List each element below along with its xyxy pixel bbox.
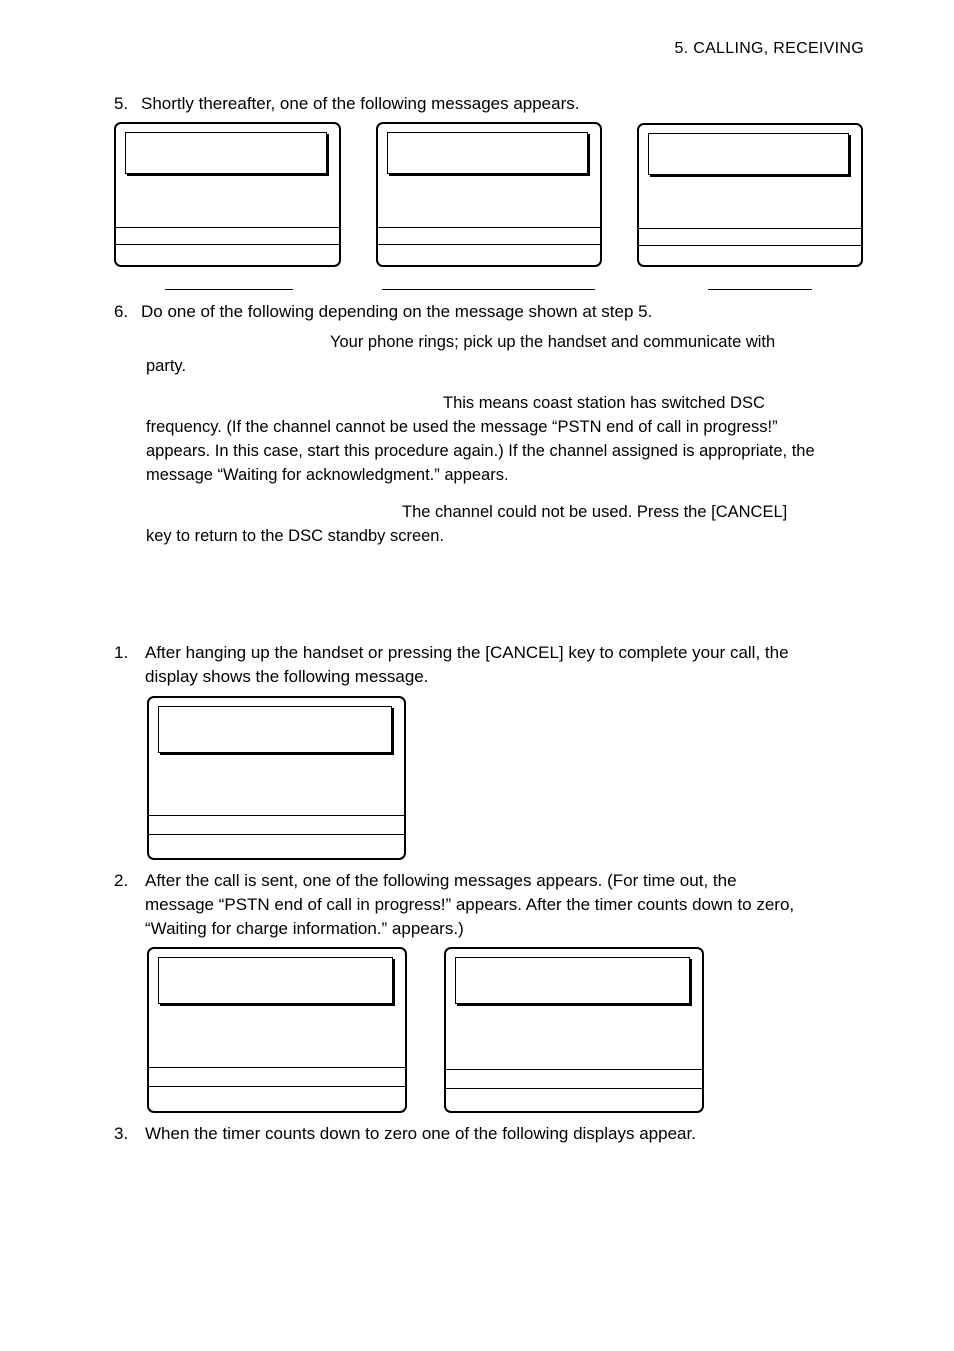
end-step-3-number: 3.	[114, 1124, 129, 1143]
screen-divider	[446, 1069, 702, 1070]
display-screen-1	[114, 122, 341, 267]
caption-underline-2	[382, 289, 595, 290]
screen-divider	[639, 228, 861, 229]
screen-divider	[639, 245, 861, 246]
step-6-item-2-line-2: frequency. (If the channel cannot be used the message “PSTN end of call in progress!”	[146, 418, 778, 436]
step-6-item-2-line-3: appears. In this case, start this procedure again.) If the channel assigned is appropriate, the	[146, 442, 815, 460]
step-6-item-1-line-2: party.	[146, 357, 187, 375]
end-step-3-text: When the timer counts down to zero one of the following displays appear.	[145, 1124, 696, 1143]
end-step-2-number: 2.	[114, 871, 129, 890]
screen-divider	[149, 1067, 405, 1068]
end-step-1-line-1: After hanging up the handset or pressing the [CANCEL] key to complete your call, the	[145, 643, 789, 662]
step-6-item-3-line-2: key to return to the DSC standby screen.	[146, 527, 445, 545]
display-screen-2	[376, 122, 602, 267]
screen-divider	[446, 1088, 702, 1089]
display-screen-5	[147, 947, 407, 1113]
end-step-1-number: 1.	[114, 643, 129, 662]
step-6-item-3-line-1: The channel could not be used. Press the [CANCEL]	[402, 503, 788, 521]
end-step-2-line-1: After the call is sent, one of the following messages appears. (For time out, the	[145, 871, 737, 890]
screen-title-bar	[648, 133, 849, 175]
caption-underline-1	[165, 289, 293, 290]
screen-divider	[116, 244, 339, 245]
display-screen-4	[147, 696, 406, 860]
end-step-2-line-2: message “PSTN end of call in progress!” appears. After the timer counts down to zero,	[145, 895, 795, 914]
end-step-2-line-3: “Waiting for charge information.” appears.)	[145, 919, 464, 938]
caption-underline-3	[708, 289, 812, 290]
step-5-number: 5.	[114, 94, 129, 113]
running-header: 5. CALLING, RECEIVING	[674, 40, 864, 57]
step-6-item-2-line-4: message “Waiting for acknowledgment.” appears.	[146, 466, 509, 484]
screen-title-bar	[387, 132, 588, 174]
screen-divider	[378, 227, 600, 228]
screen-divider	[378, 244, 600, 245]
step-5-text: Shortly thereafter, one of the following messages appears.	[141, 94, 580, 113]
step-6-item-2-line-1: This means coast station has switched DSC	[443, 394, 765, 412]
step-6-text: Do one of the following depending on the message shown at step 5.	[141, 302, 653, 321]
screen-divider	[116, 227, 339, 228]
step-6-item-1-line-1: Your phone rings; pick up the handset and communicate with	[330, 333, 776, 351]
screen-title-bar	[158, 957, 393, 1004]
screen-divider	[149, 815, 404, 816]
display-screen-6	[444, 947, 704, 1113]
step-6-number: 6.	[114, 302, 129, 321]
end-step-1-line-2: display shows the following message.	[145, 667, 429, 686]
screen-divider	[149, 834, 404, 835]
screen-title-bar	[158, 706, 392, 753]
screen-title-bar	[455, 957, 690, 1004]
screen-title-bar	[125, 132, 327, 174]
display-screen-3	[637, 123, 863, 267]
screen-divider	[149, 1086, 405, 1087]
